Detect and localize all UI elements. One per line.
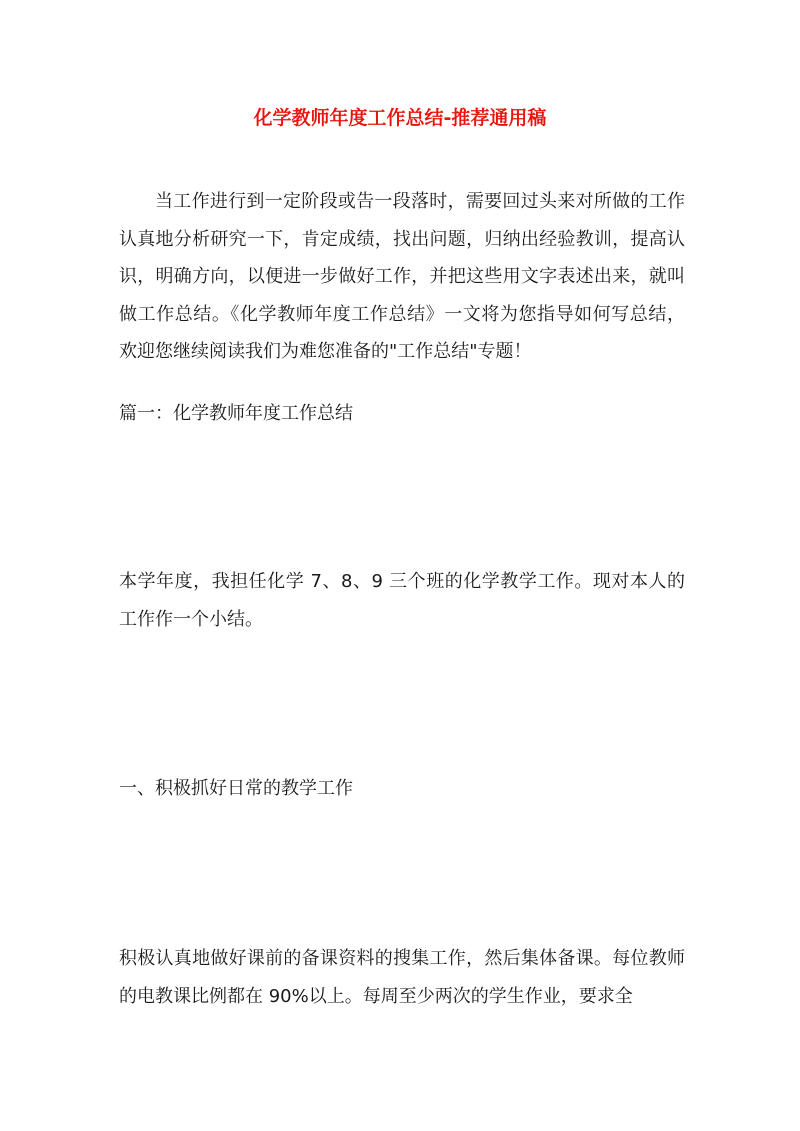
document-title: 化学教师年度工作总结-推荐通用稿 <box>253 107 547 129</box>
body-paragraph-2: 积极认真地做好课前的备课资料的搜集工作，然后集体备课。每位教师的电教课比例都在 90%以上。每周至少两次的学生作业，要求全 <box>119 948 685 1007</box>
heading-1: 一、积极抓好日常的教学工作 <box>119 778 353 799</box>
body-paragraph-1: 本学年度，我担任化学 7、8、9 三个班的化学教学工作。现对本人的工作作一个小结。 <box>119 571 685 630</box>
section-title: 篇一：化学教师年度工作总结 <box>119 403 353 424</box>
intro-paragraph: 当工作进行到一定阶段或告一段落时，需要回过头来对所做的工作认真地分析研究一下，肯定成绩，找出问题，归纳出经验教训，提高认识，明确方向，以便进一步做好工作，并把这些用文字表述出来，就叫做工作总结。《化学教师年度工作总结》一文将为您指导如何写总结，欢迎您继续阅读我们为难您准备的"工作总结"专题！ <box>119 191 685 362</box>
